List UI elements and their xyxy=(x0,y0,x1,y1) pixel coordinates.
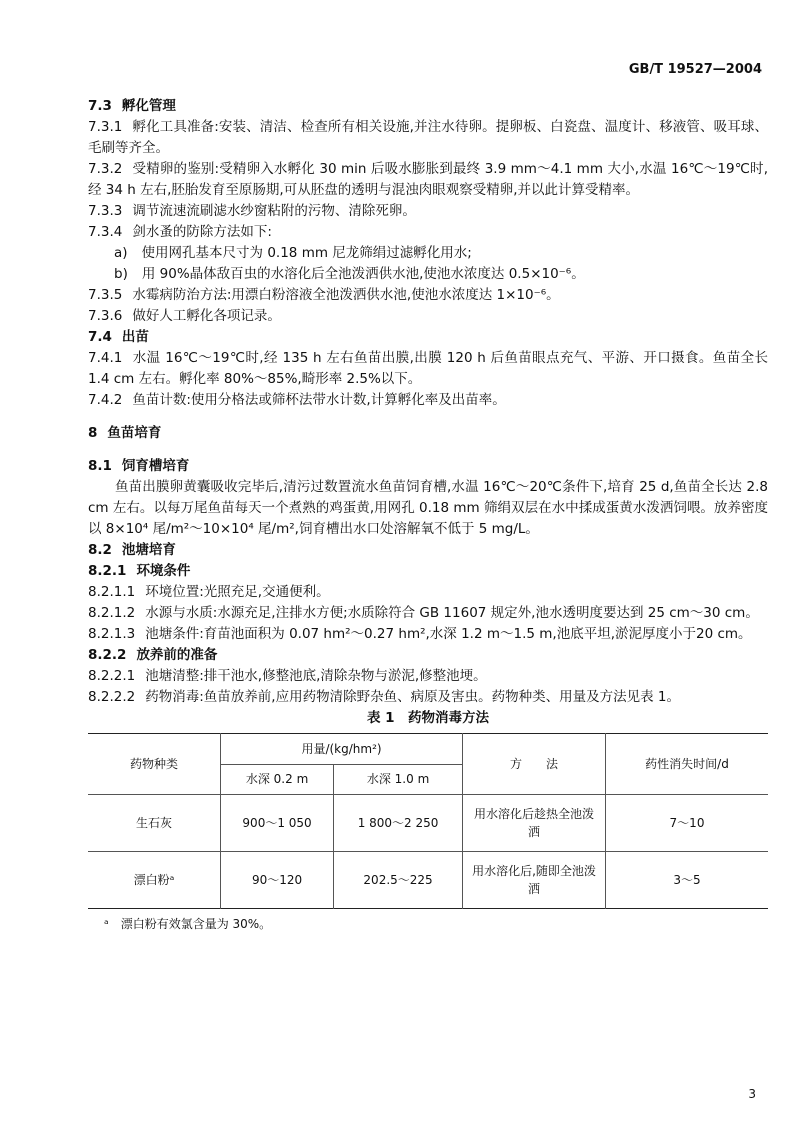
cell-dose-1-0: 1 800～2 250 xyxy=(334,795,463,852)
disinfection-table xyxy=(88,733,768,909)
section-8-1-heading: 8.1 饲育槽培育 xyxy=(88,458,190,474)
cell-dose-0-2: 90～120 xyxy=(221,852,334,909)
para-8-2-1-1: 8.2.1.1 环境位置:光照充足,交通便利。 xyxy=(88,584,330,600)
section-8-2-2-heading: 8.2.2 放养前的准备 xyxy=(88,647,218,663)
table-row xyxy=(88,795,768,852)
header-dose: 用量/(kg/hm²) xyxy=(221,734,463,765)
para-8-2-2-1: 8.2.2.1 池塘清整:排干池水,修整池底,清除杂物与淤泥,修整池埂。 xyxy=(88,668,487,684)
header-days: 药性消失时间/d xyxy=(606,734,769,795)
para-7-3-6: 7.3.6 做好人工孵化各项记录。 xyxy=(88,308,281,324)
section-7-3-heading: 7.3 孵化管理 xyxy=(88,98,176,114)
table-row xyxy=(88,852,768,909)
cell-drug: 漂白粉ᵃ xyxy=(133,873,175,887)
para-7-4-2: 7.4.2 鱼苗计数:使用分格法或筛杯法带水计数,计算孵化率及出苗率。 xyxy=(88,392,506,408)
para-7-3-2: 7.3.2 受精卵的鉴别:受精卵入水孵化 30 min 后吸水膨胀到最终 3.9 mm～4.1 mm 大小,水温 16℃～19℃时,经 34 h 左右,胚胎发育至原肠期,可从胚盘的透明与混浊肉眼观察受精卵,并以此计算受精率。 xyxy=(88,161,768,198)
cell-days: 7～10 xyxy=(606,795,769,852)
table-footnote: ᵃ 漂白粉有效氯含量为 30%。 xyxy=(104,917,272,931)
para-8-2-2-2: 8.2.2.2 药物消毒:鱼苗放养前,应用药物清除野杂鱼、病原及害虫。药物种类、用量及方法见表 1。 xyxy=(88,689,680,705)
list-item-b: b) 用 90%晶体敌百虫的水溶化后全池泼洒供水池,使池水浓度达 0.5×10⁻⁶。 xyxy=(114,266,585,282)
standard-number: GB/T 19527—2004 xyxy=(628,62,762,77)
document-body xyxy=(88,96,768,935)
cell-dose-1-0: 202.5～225 xyxy=(334,852,463,909)
para-7-3-1: 7.3.1 孵化工具准备:安装、清洁、检查所有相关设施,并注水待卵。提卵板、白瓷盘、温度计、移液管、吸耳球、毛刷等齐全。 xyxy=(88,119,768,156)
header-depth-0-2: 水深 0.2 m xyxy=(221,764,334,795)
para-7-4-1: 7.4.1 水温 16℃～19℃时,经 135 h 左右鱼苗出膜,出膜 120 h 后鱼苗眼点充气、平游、开口摄食。鱼苗全长 1.4 cm 左右。孵化率 80%～85%,畸形率 2.5%以下。 xyxy=(88,350,768,387)
section-8-2-1-heading: 8.2.1 环境条件 xyxy=(88,563,191,579)
cell-dose-0-2: 900～1 050 xyxy=(221,795,334,852)
cell-days: 3～5 xyxy=(606,852,769,909)
para-7-3-3: 7.3.3 调节流速流刷滤水纱窗粘附的污物、清除死卵。 xyxy=(88,203,416,219)
header-drug: 药物种类 xyxy=(88,734,221,795)
cell-method: 用水溶化后趁热全池泼洒 xyxy=(463,795,606,852)
page-number: 3 xyxy=(748,1087,756,1101)
header-method: 方 法 xyxy=(463,734,606,795)
cell-drug: 生石灰 xyxy=(88,795,221,852)
section-8-2-heading: 8.2 池塘培育 xyxy=(88,542,176,558)
table-caption: 表 1 药物消毒方法 xyxy=(366,710,490,726)
para-8-2-1-2: 8.2.1.2 水源与水质:水源充足,注排水方便;水质除符合 GB 11607 规定外,池水透明度要达到 25 cm～30 cm。 xyxy=(88,605,759,621)
list-item-a: a) 使用网孔基本尺寸为 0.18 mm 尼龙筛绢过滤孵化用水; xyxy=(114,245,472,261)
para-8-2-1-3: 8.2.1.3 池塘条件:育苗池面积为 0.07 hm²～0.27 hm²,水深 1.2 m～1.5 m,池底平坦,淤泥厚度小于20 cm。 xyxy=(88,626,752,642)
cell-method: 用水溶化后,随即全池泼洒 xyxy=(463,852,606,909)
section-7-4-heading: 7.4 出苗 xyxy=(88,329,149,345)
section-8-heading: 8 鱼苗培育 xyxy=(88,425,162,441)
header-depth-1-0: 水深 1.0 m xyxy=(334,764,463,795)
para-7-3-4: 7.3.4 剑水蚤的防除方法如下: xyxy=(88,224,272,240)
para-7-3-5: 7.3.5 水霉病防治方法:用漂白粉溶液全池泼洒供水池,使池水浓度达 1×10⁻⁶。 xyxy=(88,287,560,303)
para-8-1: 鱼苗出膜卵黄囊吸收完毕后,清污过数置流水鱼苗饲育槽,水温 16℃～20℃条件下,培育 25 d,鱼苗全长达 2.8 cm 左右。以每万尾鱼苗每天一个煮熟的鸡蛋黄,用网孔 0.18 mm 筛绢双层在水中揉成蛋黄水泼洒饲喂。放养密度以 8×10⁴ 尾/m²～10×10⁴ 尾/m²,饲育槽出水口处溶解氧不低于 5 mg/L。 xyxy=(88,479,768,537)
